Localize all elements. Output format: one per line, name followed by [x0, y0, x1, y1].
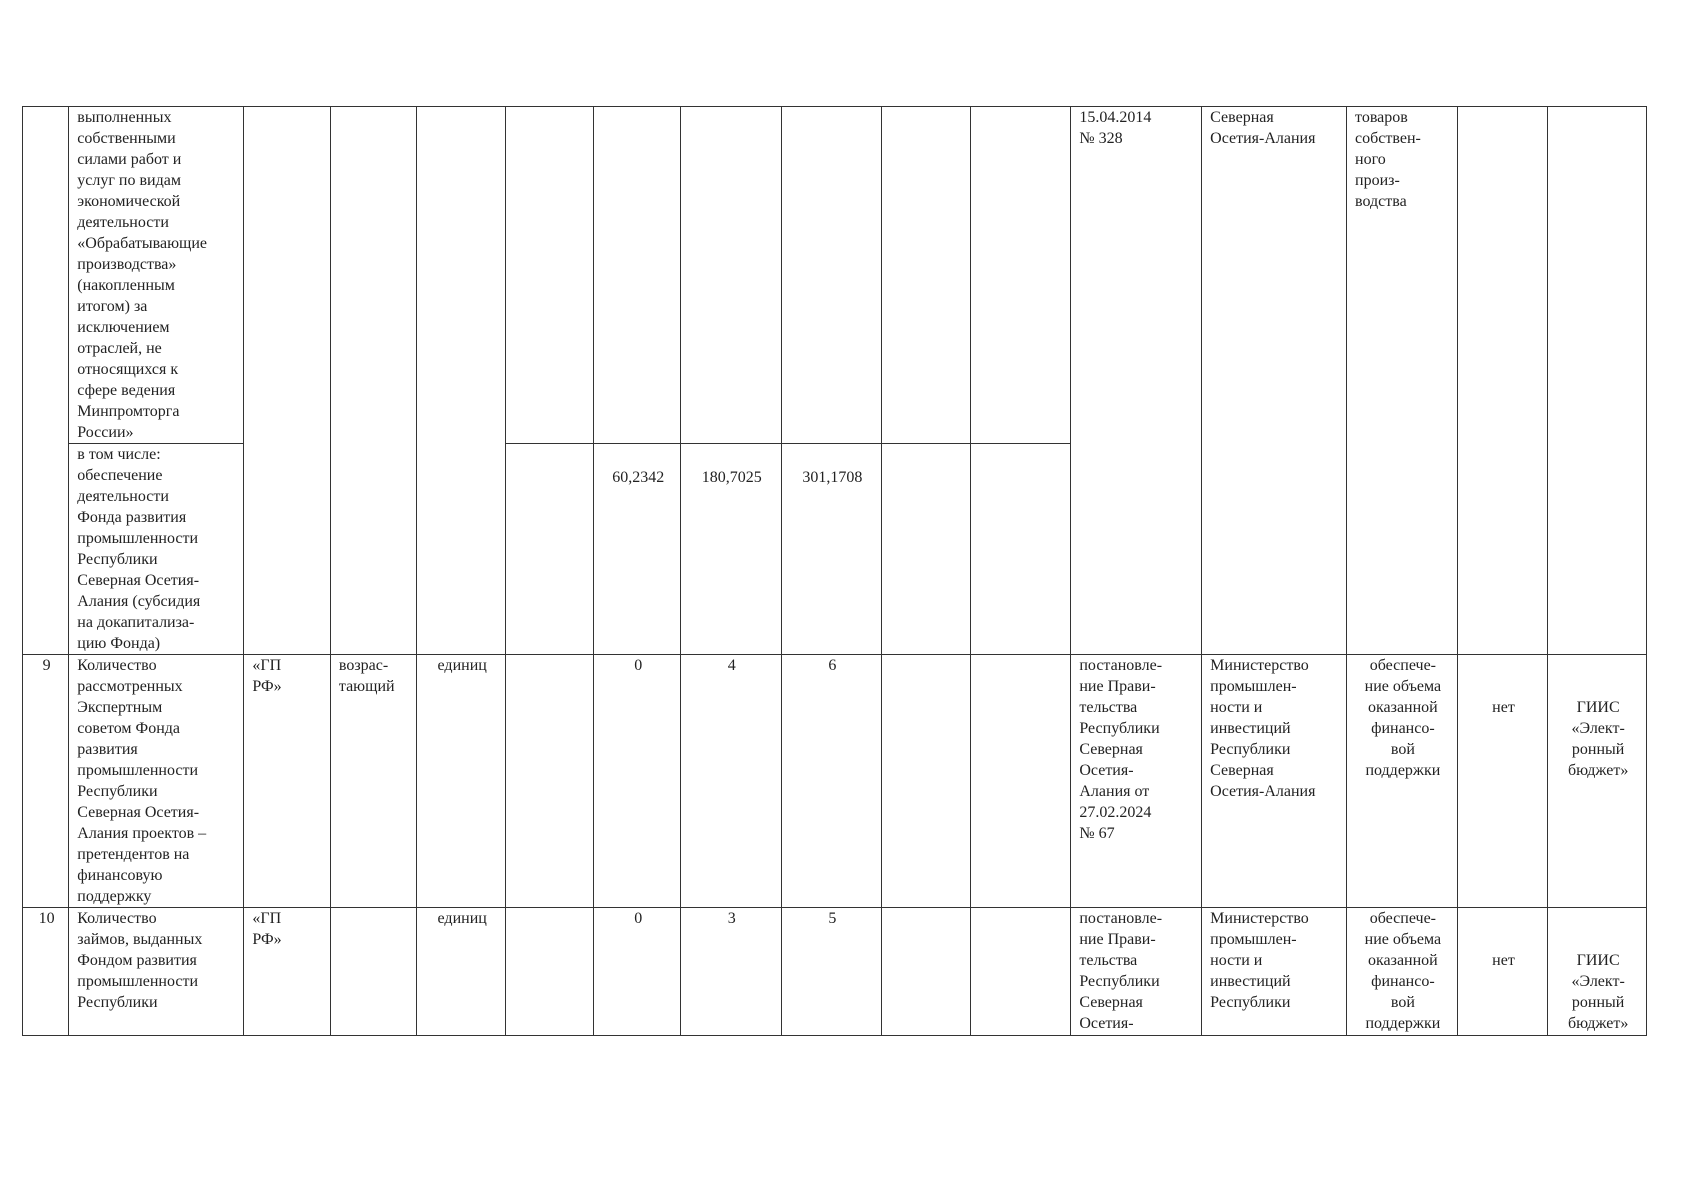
cell-value-2: 3 [681, 908, 782, 1036]
cell-value-4 [882, 908, 971, 1036]
cell-level: «ГП РФ» [244, 908, 331, 1036]
cell-value-3 [781, 107, 882, 444]
cell-flag [1457, 107, 1548, 655]
cell-value-2 [681, 107, 782, 444]
cell-value-3: 6 [781, 655, 882, 908]
table-row [23, 908, 1647, 1036]
cell-trend [330, 107, 417, 655]
cell-unit [417, 107, 506, 655]
cell-value-1 [594, 107, 681, 444]
cell-indicator-name: выполненных собственными силами работ и услуг по видам экономической деятельности «Обрабатывающие производства» (накопленным итогом) за исключением отраслей, не относящихся к сфере ведения Минпромторга России» [69, 107, 244, 444]
table-row [23, 655, 1647, 908]
cell-base [505, 444, 594, 655]
cell-system: ГИИС «Элект- ронный бюджет» [1548, 908, 1647, 1036]
cell-base [505, 908, 594, 1036]
table-row [23, 107, 1647, 444]
cell-num [23, 107, 69, 655]
cell-value-5 [970, 107, 1071, 444]
cell-value-1: 0 [594, 908, 681, 1036]
cell-base [505, 655, 594, 908]
cell-responsible: Министерство промышлен- ности и инвестиций Республики [1202, 908, 1347, 1036]
indicators-table [22, 106, 1647, 1036]
cell-responsible: Министерство промышлен- ности и инвестиций Республики Северная Осетия-Алания [1202, 655, 1347, 908]
cell-document: постановле- ние Прави- тельства Республики Северная Осетия- Алания от 27.02.2024 № 67 [1071, 655, 1202, 908]
cell-document: постановле- ние Прави- тельства Республики Северная Осетия- [1071, 908, 1202, 1036]
cell-value-4 [882, 655, 971, 908]
cell-flag: нет [1457, 908, 1548, 1036]
cell-flag: нет [1457, 655, 1548, 908]
cell-num: 10 [23, 908, 69, 1036]
cell-unit: единиц [417, 655, 506, 908]
cell-unit: единиц [417, 908, 506, 1036]
cell-value-5 [970, 908, 1071, 1036]
cell-indicator-name: Количество рассмотренных Экспертным советом Фонда развития промышленности Республики Северная Осетия- Алания проектов – претендентов на финансовую поддержку [69, 655, 244, 908]
cell-responsible: Северная Осетия-Алания [1202, 107, 1347, 655]
cell-value-4 [882, 444, 971, 655]
cell-indicator-name: Количество займов, выданных Фондом развития промышленности Республики [69, 908, 244, 1036]
cell-value-2: 4 [681, 655, 782, 908]
cell-indicator-subname: в том числе: обеспечение деятельности Фонда развития промышленности Республики Северная Осетия- Алания (субсидия на докапитализа- цию Фонда) [69, 444, 244, 655]
cell-result: обеспече- ние объема оказанной финансо- вой поддержки [1347, 908, 1458, 1036]
cell-num: 9 [23, 655, 69, 908]
cell-value-2: 180,7025 [681, 444, 782, 655]
cell-value-1: 0 [594, 655, 681, 908]
cell-value-3: 5 [781, 908, 882, 1036]
cell-value-1: 60,2342 [594, 444, 681, 655]
cell-document: 15.04.2014 № 328 [1071, 107, 1202, 655]
cell-value-3: 301,1708 [781, 444, 882, 655]
cell-result: обеспече- ние объема оказанной финансо- вой поддержки [1347, 655, 1458, 908]
cell-trend: возрас- тающий [330, 655, 417, 908]
cell-level [244, 107, 331, 655]
cell-system [1548, 107, 1647, 655]
cell-trend [330, 908, 417, 1036]
cell-value-4 [882, 107, 971, 444]
cell-value-5 [970, 444, 1071, 655]
cell-value-5 [970, 655, 1071, 908]
cell-base [505, 107, 594, 444]
cell-system: ГИИС «Элект- ронный бюджет» [1548, 655, 1647, 908]
cell-result: товаров собствен- ного произ- водства [1347, 107, 1458, 655]
document-page [22, 106, 1647, 1036]
cell-level: «ГП РФ» [244, 655, 331, 908]
